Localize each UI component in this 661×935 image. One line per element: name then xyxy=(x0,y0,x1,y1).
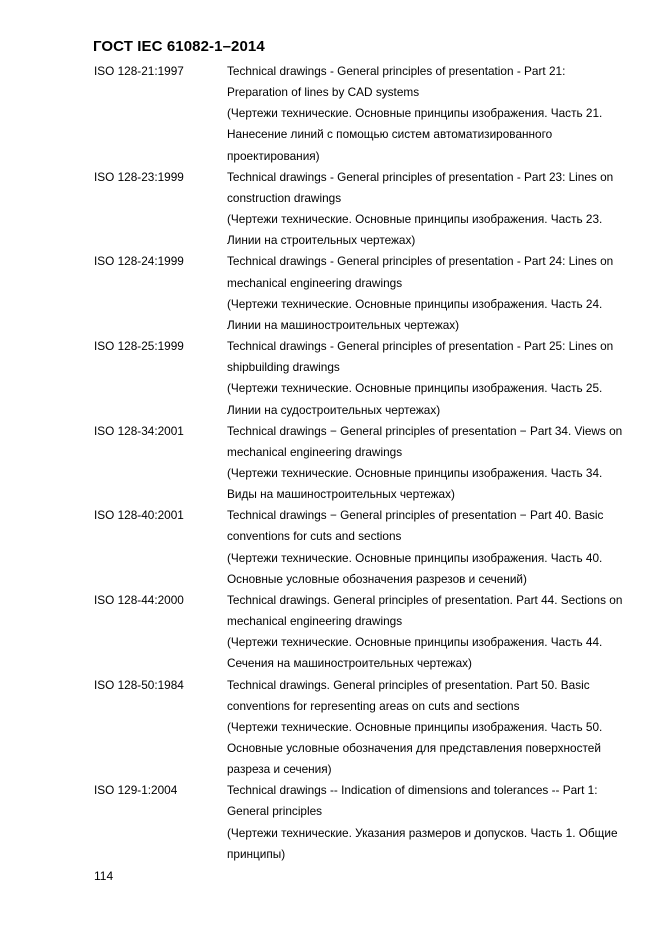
russian-title: (Чертежи технические. Основные принципы изображения. Часть 25. Линии на судостроительных чертежах) xyxy=(227,381,603,417)
entry-description xyxy=(227,421,624,506)
reference-entry xyxy=(94,167,624,252)
standard-code: ISO 128-24:1999 xyxy=(94,254,184,269)
english-title: Technical drawings − General principles of presentation − Part 34. Views on mechanical engineering drawings xyxy=(227,423,623,459)
english-title: Technical drawings. General principles of presentation. Part 50. Basic conventions for representing areas on cuts and sections xyxy=(227,677,590,713)
reference-entry xyxy=(94,421,624,506)
standard-code: ISO 128-40:2001 xyxy=(94,508,184,523)
english-title: Technical drawings - General principles of presentation - Part 21: Preparation of lines by CAD systems xyxy=(227,64,566,100)
russian-title: (Чертежи технические. Основные принципы изображения. Часть 50. Основные условные обозначения для представления поверхностей разреза и сечения) xyxy=(227,719,603,777)
russian-title: (Чертежи технические. Основные принципы изображения. Часть 34. Виды на машиностроительных чертежах) xyxy=(227,465,603,502)
reference-entry xyxy=(94,251,624,336)
russian-title: (Чертежи технические. Основные принципы изображения. Часть 21. Нанесение линий с помощью систем автоматизированного проектирования) xyxy=(227,106,603,163)
standard-code: ISO 128-34:2001 xyxy=(94,423,184,438)
reference-entry xyxy=(94,590,624,675)
entry-description xyxy=(227,61,624,167)
page-header-title: ГОСТ IEC 61082-1–2014 xyxy=(93,38,265,55)
reference-list xyxy=(94,61,624,865)
entry-description xyxy=(227,590,624,675)
page-number: 114 xyxy=(94,869,114,883)
entry-description xyxy=(227,251,624,336)
entry-description xyxy=(227,780,624,865)
standard-code: ISO 128-25:1999 xyxy=(94,339,184,354)
english-title: Technical drawings - General principles of presentation - Part 25: Lines on shipbuilding drawings xyxy=(227,339,614,375)
reference-entry xyxy=(94,675,624,781)
standard-code: ISO 128-44:2000 xyxy=(94,592,184,607)
reference-entry xyxy=(94,780,624,865)
english-title: Technical drawings - General principles of presentation - Part 24: Lines on mechanical engineering drawings xyxy=(227,254,614,290)
english-title: Technical drawings -- Indication of dimensions and tolerances -- Part 1: General principles xyxy=(227,783,598,819)
standard-code: ISO 128-50:1984 xyxy=(94,677,184,692)
russian-title: (Чертежи технические. Основные принципы изображения. Часть 44. Сечения на машиностроительных чертежах) xyxy=(227,635,603,671)
standard-code: ISO 128-23:1999 xyxy=(94,169,184,184)
reference-entry xyxy=(94,336,624,421)
reference-entry xyxy=(94,505,624,590)
entry-description xyxy=(227,675,624,781)
entry-description xyxy=(227,167,624,252)
standard-code: ISO 128-21:1997 xyxy=(94,64,184,78)
russian-title: (Чертежи технические. Указания размеров и допусков. Часть 1. Общие принципы) xyxy=(227,825,618,861)
english-title: Technical drawings − General principles of presentation − Part 40. Basic conventions for cuts and sections xyxy=(227,508,604,544)
reference-entry xyxy=(94,61,624,167)
english-title: Technical drawings - General principles of presentation - Part 23: Lines on construction drawings xyxy=(227,169,614,205)
russian-title: (Чертежи технические. Основные принципы изображения. Часть 24. Линии на машиностроительных чертежах) xyxy=(227,296,603,332)
russian-title: (Чертежи технические. Основные принципы изображения. Часть 40. Основные условные обозначения разрезов и сечений) xyxy=(227,550,603,586)
standard-code: ISO 129-1:2004 xyxy=(94,783,178,798)
entry-description xyxy=(227,505,624,590)
entry-description xyxy=(227,336,624,421)
english-title: Technical drawings. General principles of presentation. Part 44. Sections on mechanical engineering drawings xyxy=(227,592,623,629)
russian-title: (Чертежи технические. Основные принципы изображения. Часть 23. Линии на строительных чертежах) xyxy=(227,212,603,248)
